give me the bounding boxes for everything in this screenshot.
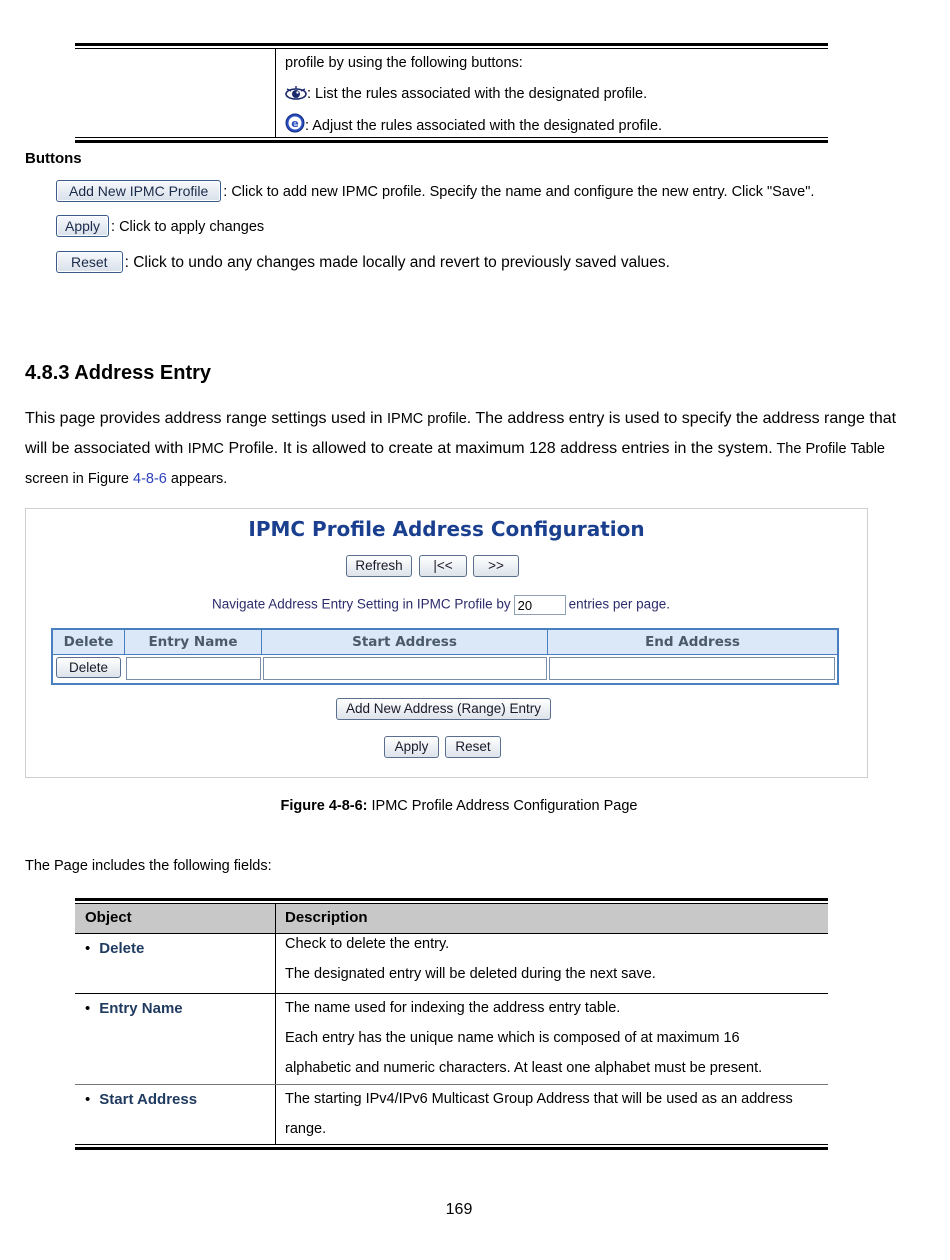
description-line: range. [285, 1121, 327, 1137]
table-rule [75, 48, 828, 49]
column-header: Start Address [262, 630, 547, 654]
bullet: • [85, 1091, 91, 1108]
bullet: • [85, 940, 91, 957]
navigate-prefix: Navigate Address Entry Setting in IPMC Profile by [212, 596, 511, 612]
svg-text:e: e [291, 117, 299, 130]
first-page-button[interactable]: |<< [419, 555, 467, 577]
end-address-input[interactable] [549, 657, 835, 680]
button-description: : Click to apply changes [111, 219, 265, 235]
navigate-line [212, 595, 670, 615]
refresh-button[interactable]: Refresh [346, 555, 412, 577]
description-line: alphabetic and numeric characters. At least one alphabet must be present. [285, 1060, 763, 1076]
table-row-object [85, 1000, 183, 1017]
fields-table [75, 898, 828, 1150]
table-rule [75, 1144, 828, 1145]
list-rules-text: : List the rules associated with the designated profile. [307, 86, 648, 102]
table-rule [75, 137, 828, 138]
reset-button[interactable]: Reset [56, 251, 123, 273]
panel-apply-button[interactable]: Apply [384, 736, 439, 758]
button-description: : Click to add new IPMC profile. Specify the name and configure the new entry. Click "Save". [223, 184, 815, 200]
table-rule [75, 1147, 828, 1150]
bullet: • [85, 1000, 91, 1017]
apply-button[interactable]: Apply [56, 215, 109, 237]
start-address-input[interactable] [263, 657, 547, 680]
button-description-row [56, 215, 264, 237]
column-divider [275, 904, 276, 1145]
add-new-ipmc-profile-button[interactable]: Add New IPMC Profile [56, 180, 221, 202]
object-name: Start Address [99, 1091, 198, 1108]
para-text: IPMC [187, 441, 224, 457]
figure-label: Figure 4-8-6: [280, 798, 368, 814]
fields-intro: The Page includes the following fields: [25, 858, 272, 874]
description-line: The starting IPv4/IPv6 Multicast Group Address that will be used as an address [285, 1091, 793, 1107]
description-line: The name used for indexing the address entry table. [285, 1000, 621, 1016]
row-divider [75, 1084, 828, 1085]
table-rule [75, 898, 828, 901]
para-text: The Profile Table screen in Figure [25, 441, 885, 487]
figure-caption [0, 798, 918, 814]
para-text: Profile. It is allowed to create at maximum 128 address entries in the system. [224, 440, 773, 457]
config-screenshot-panel [25, 508, 868, 778]
address-entry-table [51, 628, 839, 685]
column-header: Entry Name [125, 630, 261, 654]
figure-text: IPMC Profile Address Configuration Page [367, 798, 638, 814]
table-rule [75, 43, 828, 46]
section-paragraph [25, 404, 905, 494]
continuation-text: profile by using the following buttons: [285, 55, 523, 71]
object-header: Object [85, 909, 132, 926]
table-header-background [75, 904, 828, 933]
section-heading: 4.8.3 Address Entry [25, 362, 212, 384]
table-row-object [85, 940, 144, 957]
description-line: Check to delete the entry. [285, 936, 450, 952]
list-rules-line [285, 85, 647, 105]
button-description-row [56, 180, 814, 202]
table-rule [75, 140, 828, 143]
description-line: The designated entry will be deleted during the next save. [285, 966, 656, 982]
figure-link[interactable]: 4-8-6 [133, 471, 167, 487]
header-divider [53, 654, 837, 655]
continuation-table [75, 43, 828, 143]
para-text: appears. [166, 471, 228, 487]
column-header: Delete [53, 630, 124, 654]
eye-icon [285, 85, 307, 105]
entry-name-input[interactable] [126, 657, 261, 680]
button-description-row [56, 251, 670, 273]
column-header: End Address [548, 630, 837, 654]
para-text: IPMC profile [387, 411, 467, 427]
para-text: This page provides address range settings used in [25, 410, 387, 427]
panel-reset-button[interactable]: Reset [445, 736, 501, 758]
description-line: Each entry has the unique name which is composed of at maximum 16 [285, 1030, 740, 1046]
row-divider [75, 993, 828, 994]
adjust-rules-text: : Adjust the rules associated with the designated profile. [305, 118, 663, 134]
next-page-button[interactable]: >> [473, 555, 519, 577]
add-new-address-entry-button[interactable]: Add New Address (Range) Entry [336, 698, 551, 720]
entries-per-page-input[interactable]: 20 [514, 595, 566, 615]
row-delete-button[interactable]: Delete [56, 657, 121, 678]
button-description: : Click to undo any changes made locally and revert to previously saved values. [124, 254, 670, 271]
edit-e-icon [285, 113, 305, 137]
row-divider [75, 933, 828, 934]
table-row-object [85, 1091, 197, 1108]
object-name: Entry Name [99, 1000, 183, 1017]
object-name: Delete [99, 940, 145, 957]
adjust-rules-line [285, 113, 662, 137]
navigate-suffix: entries per page. [568, 596, 670, 612]
column-divider [275, 49, 276, 137]
description-header: Description [285, 909, 368, 926]
buttons-heading: Buttons [25, 150, 82, 167]
para-text: . The address entry is used to specify the address range that will be associated with [25, 410, 897, 457]
panel-title: IPMC Profile Address Configuration [248, 517, 645, 541]
page-number: 169 [445, 1201, 473, 1218]
